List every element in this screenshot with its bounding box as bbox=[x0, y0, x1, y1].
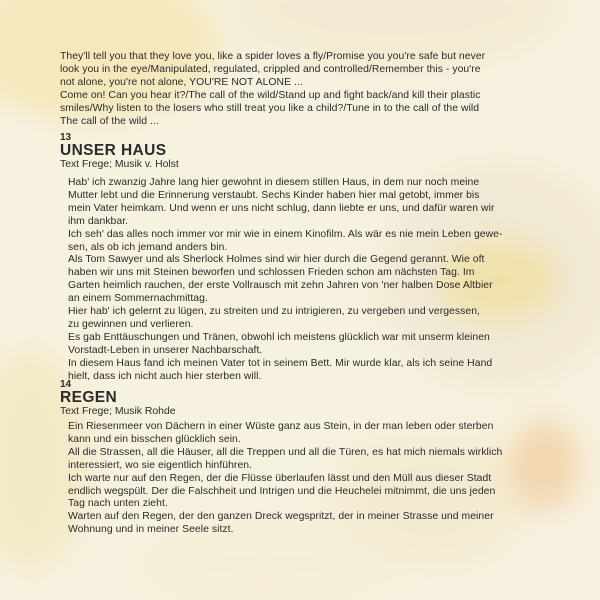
lyric-line: kann und ein bisschen glücklich sein. bbox=[68, 433, 241, 445]
lyric-line: Vorstadt-Leben in unserer Nachbarschaft. bbox=[68, 344, 263, 356]
lyric-line: endlich wegspült. Der die Falschheit und Intrigen und die Heuchelei mitnimmt, die uns jeden bbox=[68, 485, 496, 497]
song-lyrics bbox=[68, 421, 538, 537]
track-title: UNSER HAUS bbox=[60, 142, 167, 159]
lyric-line: Mutter lebt und die Erinnerung verstaubt. Sechs Kinder haben hier mal getobt, immer bis bbox=[68, 189, 480, 201]
song-lyrics bbox=[68, 177, 538, 384]
lyric-line: Hab' ich zwanzig Jahre lang hier gewohnt in diesem stillen Haus, in dem nur noch meine bbox=[68, 177, 480, 188]
lyric-line: All die Strassen, all die Häuser, all die Treppen und all die Türen, es hat mich niemals wirklich bbox=[68, 446, 503, 458]
intro-lyrics bbox=[60, 51, 540, 128]
lyric-line: interessiert, wo sie eigentlich hinführen. bbox=[68, 459, 253, 471]
lyric-line: In diesem Haus fand ich meinen Vater tot in seinem Bett. Mir wurde klar, als ich seine Hand bbox=[68, 357, 493, 369]
lyric-line: mein Vater heimkam. Und wenn er uns nicht schlug, dann liebte er uns, und dafür waren wir bbox=[68, 202, 495, 214]
lyric-line: Ein Riesenmeer von Dächern in einer Wüste ganz aus Stein, in der man leben oder sterben bbox=[68, 421, 494, 432]
lyric-line: Ich seh' das alles noch immer vor mir wie in einem Kinofilm. Als wär es nie mein Leben gewe- bbox=[68, 228, 503, 240]
lyric-line: Wohnung und in meiner Seele sitzt. bbox=[68, 524, 234, 536]
lyric-line: The call of the wild ... bbox=[60, 115, 159, 127]
lyric-line: an einem Sommernachmittag. bbox=[68, 293, 208, 305]
lyric-line: Garten heimlich rauchen, der erste Vollrausch mit zehn Jahren von 'ner halben Dose Altbier bbox=[68, 280, 493, 292]
lyric-line: not alone, you're not alone, YOU'RE NOT ALONE ... bbox=[60, 76, 303, 88]
track-title: REGEN bbox=[60, 389, 118, 406]
lyric-line: sen, als ob ich jemand anders bin. bbox=[68, 241, 228, 253]
lyric-line: They'll tell you that they love you, like a spider loves a fly/Promise you you're safe but never bbox=[60, 51, 486, 62]
lyric-line: Tag nach unten zieht. bbox=[68, 498, 168, 510]
lyric-line: ihm dankbar. bbox=[68, 215, 129, 227]
track-credits: Text Frege; Musik v. Holst bbox=[60, 159, 179, 170]
lyric-line: zu gewinnen und verlieren. bbox=[68, 318, 194, 330]
track-number: 13 bbox=[60, 132, 72, 143]
lyric-line: hielt, dass ich nicht auch hier sterben will. bbox=[68, 370, 262, 382]
lyric-line: look you in the eye/Manipulated, regulated, crippled and controlled/Remember this - you're bbox=[60, 63, 481, 75]
track-number: 14 bbox=[60, 379, 72, 390]
lyric-line: Hier hab' ich gelernt zu lügen, zu streiten und zu intrigieren, zu vergeben und vergessen, bbox=[68, 306, 480, 318]
lyric-line: Warten auf den Regen, der den ganzen Dreck wegspritzt, der in meiner Strasse und meiner bbox=[68, 511, 494, 523]
lyric-line: Als Tom Sawyer und als Sherlock Holmes sind wir hier durch die Gegend gerannt. Wie oft bbox=[68, 254, 485, 266]
lyric-line: Es gab Enttäuschungen und Tränen, obwohl ich meistens glücklich war mit unserm kleinen bbox=[68, 331, 490, 343]
track-credits: Text Frege; Musik Rohde bbox=[60, 406, 176, 417]
lyric-line: Come on! Can you hear it?/The call of the wild/Stand up and fight back/and kill their plastic bbox=[60, 89, 481, 101]
lyric-line: Ich warte nur auf den Regen, der die Flüsse überlaufen lässt und den Müll aus dieser Stadt bbox=[68, 472, 492, 484]
lyric-line: haben wir uns mit Steinen beworfen und schlossen Frieden schon am nächsten Tag. Im bbox=[68, 267, 475, 279]
lyric-line: smiles/Why listen to the losers who still treat you like a child?/Tune in to the call of the wild bbox=[60, 102, 480, 114]
